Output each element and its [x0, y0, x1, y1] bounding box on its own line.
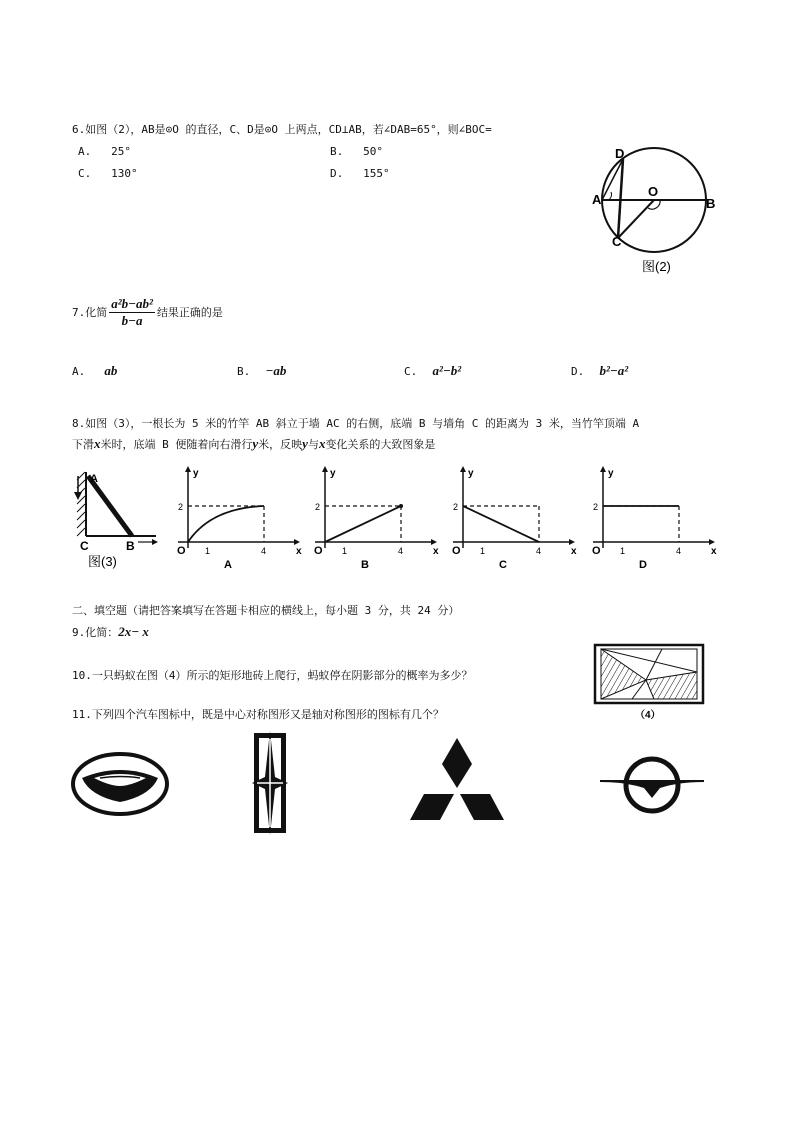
x-axis-label: x: [711, 546, 717, 557]
graph-letter: D: [639, 559, 647, 571]
x-axis-arrow: [709, 539, 715, 545]
y-axis-arrow: [322, 466, 328, 472]
q7-option-b: B. −ab: [237, 363, 287, 378]
q8-graph-b: [307, 464, 442, 572]
graph-curve: [463, 506, 539, 542]
q8-graph-a: [170, 464, 305, 572]
q7-fraction: $\frac{\text{a²b−ab²}}{b-a}$: [111, 296, 153, 328]
q8-graph-d: [585, 464, 720, 572]
q6-option-a: A. 25°: [78, 145, 131, 158]
y-axis-arrow: [185, 466, 191, 472]
figure-3-caption: 图(3): [88, 554, 117, 569]
figure-4-caption: （4）: [635, 710, 661, 721]
x-axis-arrow: [294, 539, 300, 545]
label-a: A: [592, 192, 602, 207]
q7-option-c: C. a²−b²: [404, 363, 462, 378]
y-axis-label: y: [468, 468, 474, 479]
fig3-label-c: C: [80, 539, 89, 553]
fig3-label-b: B: [126, 539, 135, 553]
tick-4: 4: [676, 546, 682, 556]
x-axis-label: x: [433, 546, 439, 557]
tick-4: 4: [261, 546, 267, 556]
figure-4-tile: [592, 642, 708, 724]
q8-stem-line1: 8.如图（3），一根长为 5 米的竹竿 AB 斜立于墙 AC 的右侧，底端 B 与墙角 C 的距离为 3 米，当竹竿顶端 A: [72, 417, 640, 430]
label-b: B: [706, 196, 716, 211]
label-d: D: [615, 146, 625, 161]
q6-stem: 6.如图（2），AB是⊙O 的直径，C、D是⊙O 上两点，CD⊥AB，若∠DAB=65°，则∠BOC=: [72, 123, 492, 136]
x-axis-arrow: [569, 539, 575, 545]
end-point: [399, 504, 403, 508]
figure-2-circle: [588, 142, 728, 277]
car-logo-1-oval: [70, 750, 170, 822]
tick-1: 1: [205, 546, 211, 556]
graph-letter: A: [224, 559, 232, 571]
figure-3-ladder: [68, 462, 160, 570]
tick-2: 2: [453, 502, 459, 512]
car-logo-3-diamonds: [402, 736, 512, 824]
origin-label: O: [177, 545, 186, 557]
tick-2: 2: [178, 502, 184, 512]
section-2-title: 二、填空题（请把答案填写在答题卡相应的横线上，每小题 3 分，共 24 分）: [72, 604, 460, 617]
q9-stem: 9.化简：2x− x: [72, 624, 149, 639]
x-axis-arrow: [431, 539, 437, 545]
q11-stem: 11.下列四个汽车图标中，既是中心对称图形又是轴对称图形的图标有几个？: [72, 708, 444, 721]
graph-letter: B: [361, 559, 369, 571]
label-c: C: [612, 234, 622, 249]
y-axis-arrow: [600, 466, 606, 472]
graph-curve: [188, 506, 264, 542]
tick-2: 2: [593, 502, 599, 512]
label-o: O: [648, 184, 659, 199]
tick-2: 2: [315, 502, 321, 512]
origin-label: O: [592, 545, 601, 557]
q7-option-a: A. ab: [72, 363, 118, 378]
y-axis-label: y: [608, 468, 614, 479]
q10-stem: 10.一只蚂蚁在图（4）所示的矩形地砖上爬行，蚂蚁停在阴影部分的概率为多少？: [72, 669, 473, 682]
x-axis-label: x: [571, 546, 577, 557]
tick-1: 1: [480, 546, 486, 556]
origin-label: O: [314, 545, 323, 557]
y-axis-label: y: [330, 468, 336, 479]
q6-option-b: B. 50°: [330, 145, 383, 158]
origin-label: O: [452, 545, 461, 557]
car-logo-4-circle: [598, 752, 708, 818]
figure-2-caption: 图(2): [642, 259, 671, 274]
x-axis-label: x: [296, 546, 302, 557]
q6-option-c: C. 130°: [78, 167, 138, 180]
y-axis-arrow: [460, 466, 466, 472]
graph-letter: C: [499, 559, 507, 571]
tick-4: 4: [398, 546, 404, 556]
tick-4: 4: [536, 546, 542, 556]
fig3-label-a: A: [90, 473, 98, 485]
tick-1: 1: [342, 546, 348, 556]
tick-1: 1: [620, 546, 626, 556]
q8-stem-line2: 下滑x米时，底端 B 便随着向右滑行y米，反映y与x变化关系的大致图象是: [72, 436, 436, 451]
graph-curve: [325, 506, 401, 542]
q6-option-d: D. 155°: [330, 167, 390, 180]
q8-graph-c: [445, 464, 580, 572]
q7-option-d: D. b²−a²: [571, 363, 629, 378]
y-axis-label: y: [193, 468, 199, 479]
car-logo-2-star: [248, 727, 294, 839]
q7-stem: 7.化简 $\frac{\text{a²b−ab²}}{b-a}$ 结果正确的是: [72, 296, 223, 328]
